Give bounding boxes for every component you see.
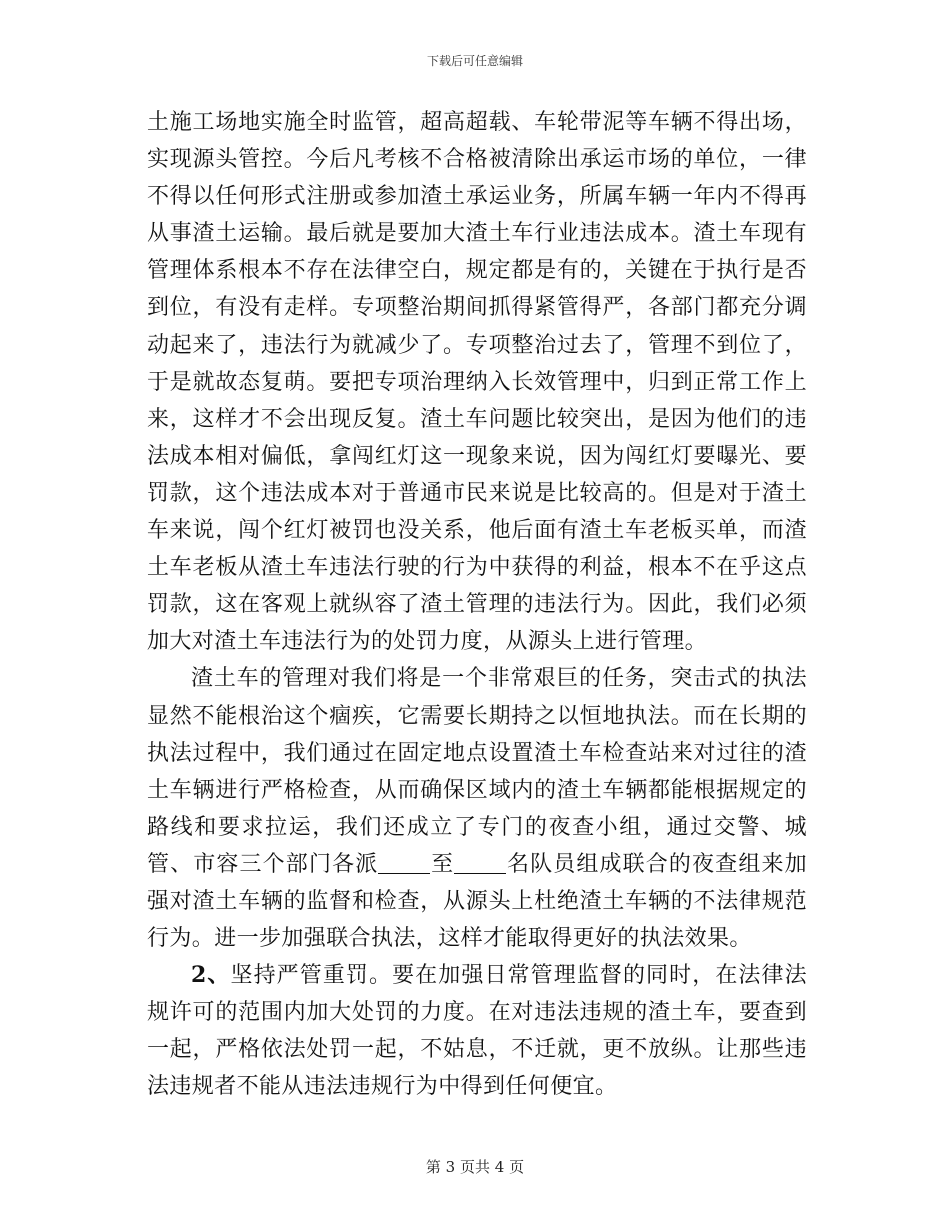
page-footer: 第 3 页共 4 页 bbox=[425, 1158, 525, 1176]
paragraph-3 bbox=[147, 957, 807, 1105]
paragraph-2-part-3: 名队员组成联合的夜查组来加强对渣土车辆的监督和检查，从源头上杜绝渣土车辆的不法律规范行为。进一步加强联合执法，这样才能取得更好的执法效果。 bbox=[147, 851, 807, 952]
section-number: 2、 bbox=[191, 962, 231, 989]
page-header: 下载后可任意编辑 bbox=[426, 54, 523, 68]
paragraph-1: 土施工场地实施全时监管，超高超载、车轮带泥等车辆不得出场，实现源头管控。今后凡考核不合格被清除出承运市场的单位，一律不得以任何形式注册或参加渣土承运业务，所属车辆一年内不得再从事渣土运输。最后就是要加大渣土车行业违法成本。渣土车现有管理体系根本不存在法律空白，规定都是有的，关键在于执行是否到位，有没有走样。专项整治期间抓得紧管得严，各部门都充分调动起来了，违法行为就减少了。专项整治过去了，管理不到位了，于是就故态复萌。要把专项治理纳入长效管理中，归到正常工作上来，这样才不会出现反复。渣土车问题比较突出，是因为他们的违法成本相对偏低，拿闯红灯这一现象来说，因为闯红灯要曝光、要罚款，这个违法成本对于普通市民来说是比较高的。但是对于渣土车来说，闯个红灯被罚也没关系，他后面有渣土车老板买单，而渣土车老板从渣土车违法行驶的行为中获得的利益，根本不在乎这点罚款，这在客观上就纵容了渣土管理的违法行为。因此，我们必须加大对渣土车违法行为的处罚力度，从源头上进行管理。 bbox=[147, 110, 807, 655]
paragraph-3-text: 坚持严管重罚。要在加强日常管理监督的同时，在法律法规许可的范围内加大处罚的力度。在对违法违规的渣土车，要查到一起，严格依法处罚一起，不姑息，不迁就，更不放纵。让那些违法违规者不能从违法违规行为中得到任何便宜。 bbox=[147, 963, 807, 1100]
document-body bbox=[147, 104, 807, 1106]
paragraph-2-part-2: 至 bbox=[430, 851, 455, 877]
fill-blank-1 bbox=[378, 853, 430, 874]
paragraph-2 bbox=[147, 660, 807, 957]
fill-blank-2 bbox=[454, 853, 506, 874]
paragraph-2-part-1: 渣土车的管理对我们将是一个非常艰巨的任务，突击式的执法显然不能根治这个痼疾，它需要长期持之以恒地执法。而在长期的执法过程中，我们通过在固定地点设置渣土车检查站来对过往的渣土车辆进行严格检查，从而确保区域内的渣土车辆都能根据规定的路线和要求拉运，我们还成立了专门的夜查小组，通过交警、城管、市容三个部门各派 bbox=[147, 666, 807, 877]
